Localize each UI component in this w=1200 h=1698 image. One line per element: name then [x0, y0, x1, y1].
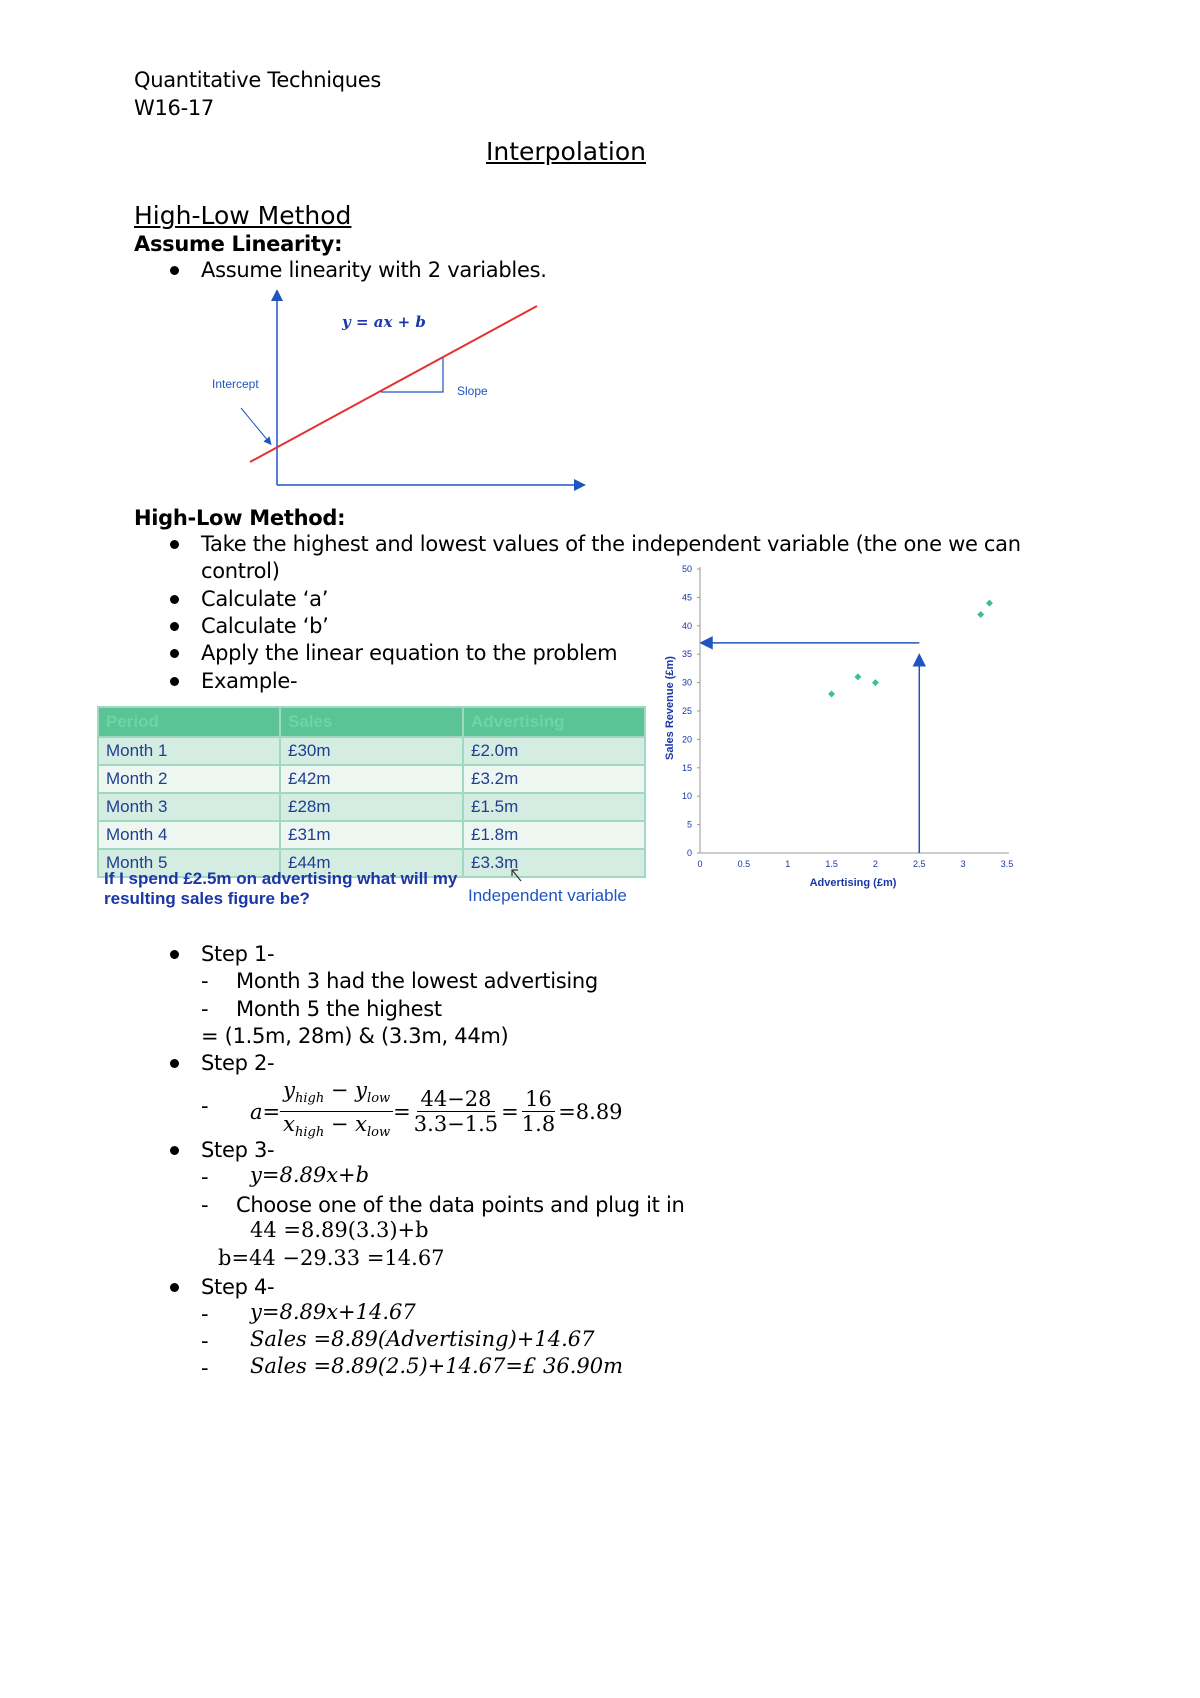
scatter-point: [986, 600, 993, 607]
step-4-sales-equation: Sales =8.89(Advertising)+14.67: [250, 1327, 595, 1351]
course-name: Quantitative Techniques: [134, 68, 382, 92]
pointer-arrow-icon: [509, 866, 525, 884]
independent-variable-label: Independent variable: [468, 886, 627, 905]
table-cell: £2.0m: [463, 737, 645, 765]
step-3-substitution: 44 =8.89(3.3)+b: [250, 1218, 429, 1242]
intercept-label: Intercept: [212, 377, 259, 391]
table-cell: £42m: [280, 765, 463, 793]
step-1-points: = (1.5m, 28m) & (3.3m, 44m): [201, 1024, 509, 1048]
x-tick-label: 3.5: [1000, 859, 1014, 869]
table-cell: £1.5m: [463, 793, 645, 821]
y-tick-label: 30: [681, 677, 692, 688]
method-bullet-1: Take the highest and lowest values of the independent variable (the one we can: [201, 532, 1021, 556]
question-line-1: If I spend £2.5m on advertising what will my: [104, 869, 458, 888]
table-row: [98, 765, 645, 793]
table-cell: £3.2m: [463, 765, 645, 793]
y-tick-label: 25: [681, 706, 692, 716]
x-tick-label: 1: [785, 859, 791, 869]
step-3-intercept: b=44 −29.33 =14.67: [218, 1246, 445, 1270]
method-bullet-1-cont: control): [201, 559, 280, 583]
scatter-point: [854, 673, 861, 680]
method-bullet-2: Calculate ‘a’: [201, 587, 329, 611]
x-tick-label: 2: [872, 859, 878, 869]
scatter-chart: [655, 560, 1030, 900]
method-heading: High-Low Method:: [134, 506, 346, 530]
y-tick-label: 45: [681, 592, 692, 603]
x-tick-label: 3: [960, 859, 966, 869]
y-tick-label: 40: [681, 620, 692, 631]
equation-label: y = ax + b: [342, 313, 426, 331]
x-tick-label: 0.5: [737, 859, 751, 869]
table-cell: Month 5: [98, 849, 280, 877]
step-3-label: Step 3-: [201, 1138, 275, 1162]
step-1-label: Step 1-: [201, 942, 275, 966]
step-4-result: Sales =8.89(2.5)+14.67=£ 36.90m: [250, 1354, 624, 1378]
method-bullet-3: Calculate ‘b’: [201, 614, 329, 638]
table-cell: Month 2: [98, 765, 280, 793]
slope-label: Slope: [457, 384, 488, 398]
y-tick-label: 15: [681, 762, 692, 773]
table-cell: Month 4: [98, 821, 280, 849]
y-axis-label: Sales Revenue (£m): [664, 656, 676, 760]
section-heading: High-Low Method: [134, 201, 352, 230]
scatter-point: [828, 690, 835, 697]
step-2-label: Step 2-: [201, 1051, 275, 1075]
term-label: W16-17: [134, 96, 214, 120]
step-1-lowest: Month 3 had the lowest advertising: [236, 969, 598, 993]
method-bullet-5: Example-: [201, 669, 298, 693]
step-3-equation: y=8.89x+b: [250, 1163, 370, 1187]
table-cell: £1.8m: [463, 821, 645, 849]
y-tick-label: 20: [681, 734, 692, 745]
table-row: [98, 793, 645, 821]
table-cell: £30m: [280, 737, 463, 765]
y-tick-label: 35: [681, 649, 692, 660]
table-cell: Month 3: [98, 793, 280, 821]
table-header: Advertising: [463, 707, 645, 737]
table-header: Sales: [280, 707, 463, 737]
step-4-equation: y=8.89x+14.67: [250, 1300, 416, 1324]
step-3-instruction: Choose one of the data points and plug it in: [236, 1193, 685, 1217]
x-tick-label: 2.5: [913, 859, 926, 869]
assume-heading: Assume Linearity:: [134, 232, 343, 256]
y-tick-label: 50: [681, 564, 692, 574]
slope-formula: a= $\frac{y_{high} - y_{low}}{x_{high} - x_{low}}$ = $\frac{44-28}{3.3-1.5}$ = $\frac{16}{1.8}$ =8.89: [250, 1078, 623, 1141]
x-axis-label: Advertising (£m): [809, 877, 897, 889]
page-title: Interpolation: [486, 137, 646, 166]
example-table: [97, 706, 646, 878]
table-cell: £31m: [280, 821, 463, 849]
x-tick-label: 0: [697, 859, 703, 869]
step-4-label: Step 4-: [201, 1275, 275, 1299]
table-row: [98, 821, 645, 849]
x-tick-label: 1.5: [825, 859, 838, 869]
table-cell: £44m: [280, 849, 463, 877]
example-table-panel: [97, 706, 647, 914]
linear-diagram: [205, 290, 595, 495]
scatter-point: [872, 679, 879, 686]
question-line-2: resulting sales figure be?: [104, 889, 310, 908]
y-tick-label: 0: [686, 848, 692, 858]
table-cell: £3.3m: [463, 849, 645, 877]
table-cell: £28m: [280, 793, 463, 821]
bullet-dot: [170, 266, 179, 275]
scatter-point: [977, 611, 984, 618]
method-bullet-4: Apply the linear equation to the problem: [201, 641, 618, 665]
assume-bullet: Assume linearity with 2 variables.: [201, 258, 547, 282]
table-header: Period: [98, 707, 280, 737]
y-tick-label: 10: [681, 791, 692, 802]
table-row: [98, 737, 645, 765]
step-1-highest: Month 5 the highest: [236, 997, 442, 1021]
intercept-arrow: [241, 408, 269, 442]
y-tick-label: 5: [686, 819, 692, 830]
table-cell: Month 1: [98, 737, 280, 765]
